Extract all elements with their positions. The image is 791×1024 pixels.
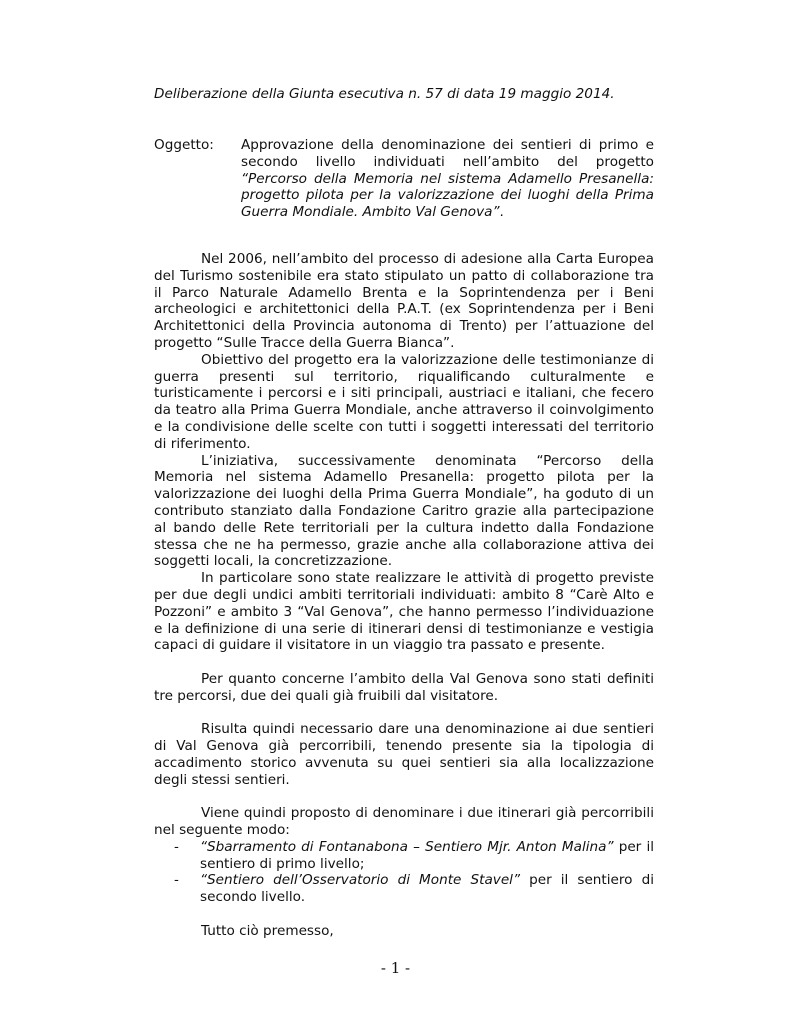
- trail-description: per il sentiero di secondo livello.: [200, 872, 654, 906]
- subject-plain: Approvazione della denominazione dei sentieri di primo e secondo livello individuati nell’ambito del progetto: [241, 137, 654, 170]
- subject-label: Oggetto:: [154, 137, 214, 153]
- page-number: - 1 -: [380, 959, 411, 977]
- subject-italic: “Percorso della Memoria nel sistema Adamello Presanella: progetto pilota per la valorizzazione dei luoghi della Prima Guerra Mondiale. Ambito Val Genova”: [241, 170, 654, 221]
- list-dash: -: [174, 838, 179, 855]
- subject-end: .: [499, 204, 504, 221]
- paragraph: Obiettivo del progetto era la valorizzazione delle testimonianze di guerra presenti sul territorio, riqualificando culturalmente e turisticamente i percorsi e i siti principali, austriaci e italiani, che fecero da teatro alla Prima Guerra Mondiale, anche attraverso il coinvolgimento e la condivisione delle scelte con tutti i soggetti interessati del territorio di riferimento.: [154, 351, 654, 452]
- trail-name-list: [154, 839, 654, 906]
- list-item: [154, 872, 654, 906]
- paragraph: L’iniziativa, successivamente denominata “Percorso della Memoria nel sistema Adamello Presanella: progetto pilota per la valorizzazione dei luoghi della Prima Guerra Mondiale”, ha goduto di un contributo stanziato dalla Fondazione Caritro grazie alla partecipazione al bando delle Rete territoriali per la cultura indetto dalla Fondazione stessa che ne ha permesso, grazie anche alla collaborazione attiva dei soggetti locali, la concretizzazione.: [154, 452, 654, 570]
- trail-description: per il sentiero di primo livello;: [200, 838, 654, 872]
- list-dash: -: [174, 872, 179, 889]
- paragraph: Per quanto concerne l’ambito della Val Genova sono stati definiti tre percorsi, due dei quali già fruibili dal visitatore.: [154, 670, 654, 704]
- document-body: [154, 251, 654, 940]
- subject-text: [241, 137, 654, 221]
- paragraph: Viene quindi proposto di denominare i due itinerari già percorribili nel seguente modo:: [154, 805, 654, 839]
- document-heading: Deliberazione della Giunta esecutiva n. 57 di data 19 maggio 2014.: [154, 86, 615, 102]
- list-item: [154, 839, 654, 873]
- trail-name: “Sbarramento di Fontanabona – Sentiero Mjr. Anton Malina”: [200, 838, 614, 855]
- paragraph-gap: [154, 654, 654, 671]
- paragraph: Nel 2006, nell’ambito del processo di adesione alla Carta Europea del Turismo sostenibile era stato stipulato un patto di collaborazione tra il Parco Naturale Adamello Brenta e la Soprintendenza per i Beni archeologici e architettonici della P.A.T. (ex Soprintendenza per i Beni Architettonici della Provincia autonoma di Trento) per l’attuazione del progetto “Sulle Tracce della Guerra Bianca”.: [154, 251, 654, 351]
- paragraph: In particolare sono state realizzare le attività di progetto previste per due degli undici ambiti territoriali individuati: ambito 8 “Carè Alto e Pozzoni” e ambito 3 “Val Genova”, che hanno permesso l’individuazione e la definizione di una serie di itinerari densi di testimonianze e vestigia capaci di guidare il visitatore in un viaggio tra passato e presente.: [154, 570, 654, 654]
- trail-name: “Sentiero dell’Osservatorio di Monte Stavel”: [200, 872, 520, 889]
- closing-line: Tutto ciò premesso,: [201, 922, 334, 939]
- paragraph-gap: [154, 789, 654, 806]
- paragraph-gap: [154, 705, 654, 722]
- paragraph-gap: [154, 906, 654, 923]
- paragraph: Risulta quindi necessario dare una denominazione ai due sentieri di Val Genova già percorribili, tenendo presente sia la tipologia di accadimento storico avvenuta su quei sentieri sia alla localizzazione degli stessi sentieri.: [154, 721, 654, 788]
